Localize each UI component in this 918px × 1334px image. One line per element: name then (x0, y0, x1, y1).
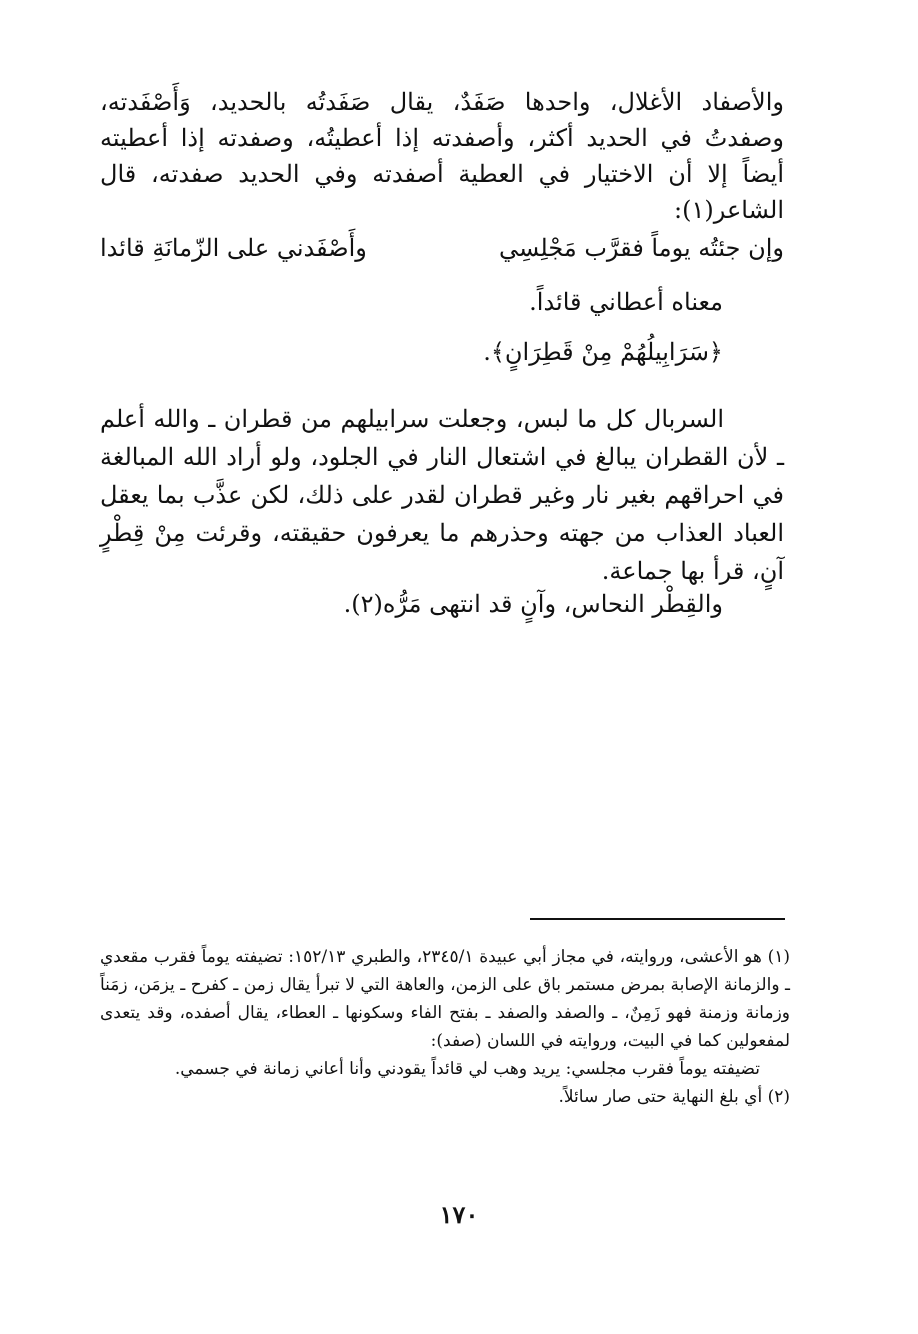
quran-quote: ﴿سَرَابِيلُهُمْ مِنْ قَطِرَانٍ﴾. (483, 338, 723, 366)
paragraph-sirbal: السربال كل ما لبس، وجعلت سرابيلهم من قطران ـ والله أعلم ـ لأن القطران يبالغ في اشتعال النار في الجلود، ولو أراد الله المبالغة في احراقهم بغير نار وغير قطران لقدر على ذلك، لكن عذَّب بما يعقل العباد العذاب من جهته وحذرهم ما يعرفون حقيقته، وقرئت مِنْ قِطْرٍ آنٍ، قرأ بها جماعة. (100, 405, 784, 585)
footnote-divider (530, 918, 785, 920)
page-number: ١٧٠ (439, 1200, 479, 1229)
footnotes (100, 943, 790, 1111)
footnote-2: (٢) أي بلغ النهاية حتى صار سائلاً. (558, 1087, 790, 1107)
paragraph-qitr: والقِطْر النحاس، وآنٍ قد انتهى مَرُّه(٢). (343, 590, 723, 618)
verse-meaning: معناه أعطاني قائداً. (529, 288, 723, 316)
paragraph-asfad: والأصفاد الأغلال، واحدها صَفَدٌ، يقال صَفَدتُه بالحديد، وَأَصْفَدته، وصفدتُ في الحديد أكثر، وأصفدته إذا أعطيتُه، وصفدته إذا أعطيته أيضاً إلا أن الاختيار في العطية أصفدته وفي الحديد صفدته، قال الشاعر(١): (100, 88, 784, 224)
footnote-1: (١) هو الأعشى، وروايته، في مجاز أبي عبيدة ٢٣٤٥/١، والطبري ١٥٢/١٣: تضيفته يوماً فقرب مقعدي ـ والزمانة الإصابة بمرض مستمر باق على الزمن، والعاهة التي لا تبرأ يقال زمن ـ كفرح ـ يزمَن، زمَناً وزمانة وزمنة فهو زَمِنٌ، ـ والصفد والصفد ـ بفتح الفاء وسكونها ـ العطاء، يقال أصفده، وقد يتعدى لمفعولين كما في البيت، وروايته في اللسان (صفد): (100, 947, 791, 1051)
verse-second-hemistich: وأَصْفَدني على الزّمانَةِ قائدا (100, 234, 367, 262)
poetry-verse (100, 234, 784, 274)
footnote-1-verse: تضيفته يوماً فقرب مجلسي: يريد وهب لي قائداً يقودني وأنا أعاني زمانة في جسمي. (174, 1059, 760, 1079)
verse-first-hemistich: وإن جئتُه يوماً فقرَّب مَجْلِسِي (499, 234, 784, 262)
